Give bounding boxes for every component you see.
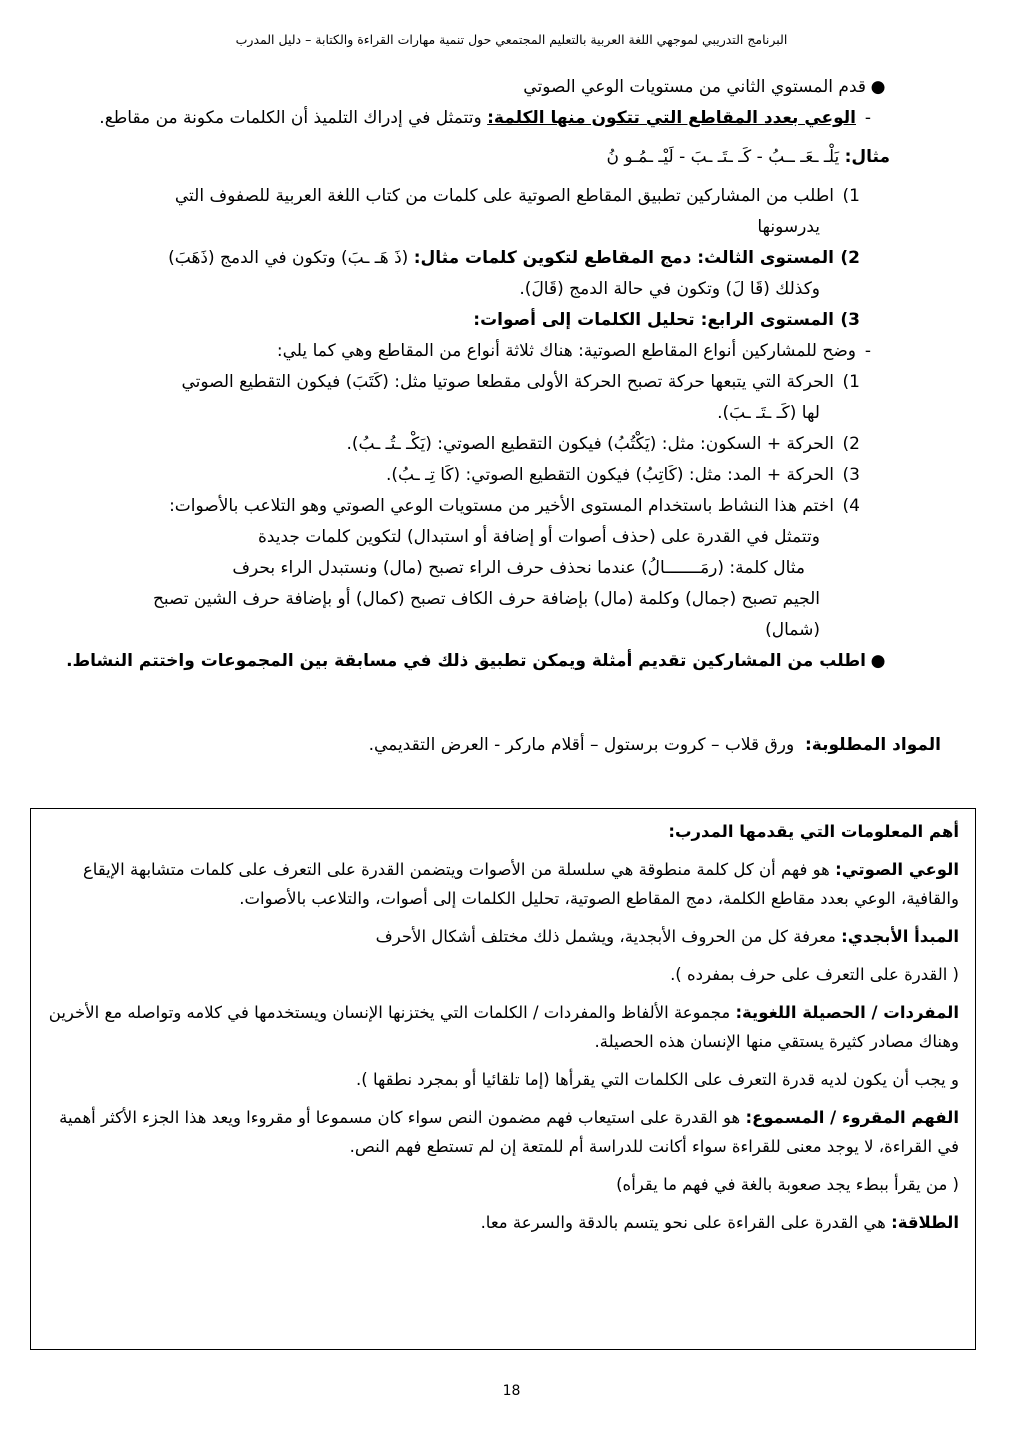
- dash-line: -وضح للمشاركين أنواع المقاطع الصوتية: هناك ثلاثة أنواع من المقاطع وهي كما يلي:: [276, 341, 872, 361]
- dash-line: -الوعي بعدد المقاطع التي تتكون منها الكلمة: وتتمثل في إدراك التلميذ أن الكلمات مكونة من مقاطع.: [99, 108, 872, 128]
- note: و يجب أن يكون لديه قدرة التعرف على الكلمات التي يقرأها (إما تلقائيا أو بمجرد نطقها ).: [356, 1070, 959, 1089]
- page-number: 18: [502, 1383, 521, 1399]
- definition: الطلاقة: هي القدرة على القراءة على نحو يتسم بالدقة والسرعة معا.: [480, 1213, 959, 1232]
- example-line: مثال: يَلْـ ـعَـ ــبُ - كَـ ـتَـ ـبَ - لَيْـ ـمُـو نُ: [606, 147, 890, 167]
- bullet-line: ●قدم المستوي الثاني من مستويات الوعي الصوتي: [70, 72, 890, 103]
- box-title: أهم المعلومات التي يقدمها المدرب:: [668, 822, 959, 841]
- list-item-cont: (شمال): [765, 620, 820, 640]
- page-header: البرنامج التدريبي لموجهي اللغة العربية بالتعليم المجتمعي حول تنمية مهارات القراءة والكتابة – دليل المدرب: [235, 32, 788, 47]
- main-content: [66, 72, 890, 677]
- sub-item: 2)الحركة + السكون: مثل: (يَكْتُبُ) فيكون التقطيع الصوتي: (يَكْـ ـتُـ ـبُ).: [346, 434, 860, 454]
- list-item: 4)اختم هذا النشاط باستخدام المستوى الأخير من مستويات الوعي الصوتي وهو التلاعب بالأصوات:: [169, 496, 860, 516]
- list-item-cont: مثال كلمة: (رمَـــــــالُ) عندما نحذف حرف الراء تصبح (مال) ونستبدل الراء بحرف: [232, 558, 805, 578]
- list-item: 3)المستوى الرابع: تحليل الكلمات إلى أصوات:: [473, 310, 860, 330]
- definition: المبدأ الأبجدي: معرفة كل من الحروف الأبجدية، ويشمل ذلك مختلف أشكال الأحرف: [375, 927, 959, 946]
- note: ( القدرة على التعرف على حرف بمفرده ).: [670, 965, 959, 984]
- sub-item: 3)الحركة + المد: مثل: (كَاتِبُ) فيكون التقطيع الصوتي: (كَا تِـ ـبُ).: [386, 465, 860, 485]
- bullet-line: ●اطلب من المشاركين تقديم أمثلة ويمكن تطبيق ذلك في مسابقة بين المجموعات واختتم النشاط.: [70, 646, 890, 677]
- note: ( من يقرأ ببطء يجد صعوبة بالغة في فهم ما يقرأه): [616, 1175, 959, 1194]
- trainer-info-box: [30, 808, 976, 1350]
- list-item-cont: وكذلك (قَا لَ) وتكون في حالة الدمج (قَالَ).: [519, 279, 820, 299]
- sub-item: 1)الحركة التي يتبعها حركة تصبح الحركة الأولى مقطعا صوتيا مثل: (كَتَبَ) فيكون التقطيع الصوتي: [181, 372, 860, 392]
- bullet-icon: ●: [870, 77, 886, 97]
- definition: الوعي الصوتي: هو فهم أن كل كلمة منطوقة هي سلسلة من الأصوات ويتضمن القدرة على التعرف على كلمات متشابهة الإيقاع والقافية، الوعي بعدد مقاطع الكلمة، دمج المقاطع الصوتية، تحليل الكلمات إلى أصوات، والتلاعب بالأصوات.: [82, 860, 959, 908]
- list-item: 1)اطلب من المشاركين تطبيق المقاطع الصوتية على كلمات من كتاب اللغة العربية للصفوف التي: [174, 186, 860, 206]
- definition: المفردات / الحصيلة اللغوية: مجموعة الألفاظ والمفردات / الكلمات التي يختزنها الإنسان ويستخدمها في كلامه وتواصله مع الأخرين وهناك مصادر كثيرة يستقي منها الإنسان هذه الحصيلة.: [48, 1003, 959, 1051]
- list-item: 2)المستوى الثالث: دمج المقاطع لتكوين كلمات مثال: (ذَ هَـ ـبَ) وتكون في الدمج (ذَهَبَ): [168, 248, 860, 268]
- definition: الفهم المقروء / المسموع: هو القدرة على استيعاب فهم مضمون النص سواء كان مسموعا أو مقروءا ويعد هذا الجزء الأكثر أهمية في القراءة، لا يوجد معنى للقراءة سواء أكانت للدراسة أم للمتعة إن لم تستطع فهم النص.: [59, 1108, 959, 1156]
- sub-item-cont: لها (كَـ ـتَـ ـبَ).: [717, 403, 820, 423]
- list-item-cont: الجيم تصبح (جمال) وكلمة (مال) بإضافة حرف الكاف تصبح (كمال) أو بإضافة حرف الشين تصبح: [152, 589, 820, 609]
- list-item-cont: يدرسونها: [757, 217, 820, 237]
- list-item-cont: وتتمثل في القدرة على (حذف أصوات أو إضافة أو استبدال) لتكوين كلمات جديدة: [257, 527, 820, 547]
- term-label: الوعي بعدد المقاطع التي تتكون منها الكلمة:: [487, 108, 856, 128]
- materials-line: المواد المطلوبة: ورق قلاب – كروت برستول – أقلام ماركر - العرض التقديمي.: [368, 735, 941, 755]
- bullet-icon: ●: [870, 651, 886, 671]
